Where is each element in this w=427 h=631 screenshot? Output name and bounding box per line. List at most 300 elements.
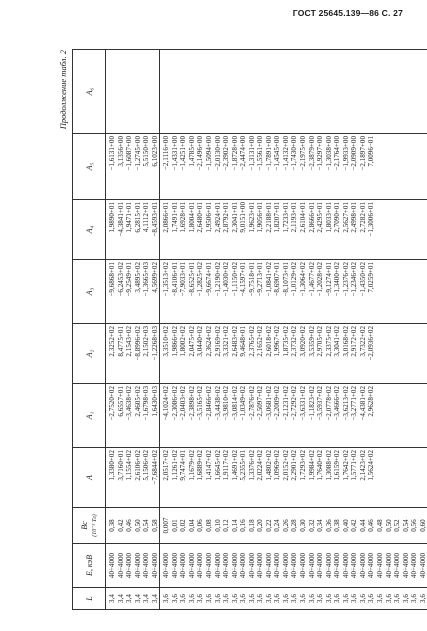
cell-value: 0,18: [247, 519, 256, 532]
cell-value: 1,9117+02: [222, 450, 231, 481]
cell-value: −2,4474+00: [239, 136, 248, 171]
cell-value: 3,6: [170, 594, 179, 603]
cell-value: −1,3400+02: [333, 262, 342, 297]
table-header-row: [73, 50, 106, 610]
cell-a5: [160, 134, 427, 200]
cell-value: 1,5771+02: [350, 450, 359, 481]
cell-value: [410, 450, 419, 505]
cell-value: 0,26: [281, 519, 290, 532]
cell-value: −2,3898+02: [187, 386, 196, 421]
cell-value: −7,6844+02: [150, 450, 159, 485]
cell-value: 40÷4000: [230, 552, 239, 579]
cell-value: [393, 450, 402, 505]
cell-value: −1,9933+00: [341, 136, 350, 171]
cell-value: 2,4605+02: [133, 386, 142, 417]
cell-value: −2,1897+00: [358, 136, 367, 171]
cell-value: [410, 136, 419, 197]
cell-value: [393, 136, 402, 197]
cell-a3: [160, 260, 427, 324]
cell-value: 0,32: [307, 519, 316, 532]
cell-value: 2,5627+01: [341, 202, 350, 233]
cell-value: 40÷4000: [341, 552, 350, 579]
cell-value: 3,6: [393, 594, 402, 603]
cell-value: 40÷4000: [162, 552, 171, 579]
cell-value: 3,4895+02: [133, 262, 142, 293]
cell-value: 40÷4000: [142, 552, 151, 579]
cell-value: 3,6: [384, 594, 393, 603]
cell-value: [410, 202, 419, 257]
cell-value: 3,6: [179, 594, 188, 603]
cell-value: −1,6131+00: [108, 136, 116, 171]
cell-value: 0,46: [125, 519, 134, 532]
cell-a: [106, 448, 160, 508]
cell-value: −2,3086+02: [170, 386, 179, 421]
cell-value: [385, 262, 394, 321]
cell-value: 1,4785+00: [187, 136, 196, 167]
cell-value: 2,3765+02: [247, 326, 256, 357]
cell-value: 40÷4000: [170, 552, 179, 579]
cell-value: −1,3131+00: [247, 136, 256, 171]
coefficients-table: [72, 49, 427, 610]
cell-value: 0,48: [375, 519, 384, 532]
cell-value: 2,1502+03: [142, 326, 151, 357]
cell-value: 3,4: [108, 594, 116, 603]
cell-value: 1,7491+01: [170, 202, 179, 233]
cell-value: 3,6: [350, 594, 359, 603]
cell-value: [410, 326, 419, 381]
cell-value: 3,6: [375, 594, 384, 603]
cell-value: 40÷4000: [384, 552, 393, 579]
table-caption: Продолжение табл. 2: [58, 50, 68, 130]
cell-value: −3,4438+02: [213, 386, 222, 421]
cell-value: 0,50: [384, 519, 393, 532]
cell-value: 5,2355+01: [239, 450, 248, 481]
cell-value: −9,2549+01: [125, 262, 134, 297]
cell-value: 1,4691+02: [230, 450, 239, 481]
cell-value: −1,2346+02: [350, 262, 359, 297]
cell-value: [419, 450, 427, 505]
cell-value: 3,0440+02: [196, 326, 205, 357]
cell-value: 0,24: [273, 519, 282, 532]
cell-value: 40÷4000: [299, 552, 308, 579]
cell-value: [419, 386, 427, 445]
cell-value: −8,6525+01: [187, 262, 196, 297]
cell-value: 1,4802+02: [264, 450, 273, 481]
cell-value: 3,1356+00: [116, 136, 125, 167]
col-header-e: E, кэВ: [73, 544, 106, 588]
cell-value: 5,1506+02: [142, 450, 151, 481]
cell-value: −1,3513+02: [162, 262, 171, 297]
cell-value: 3,6: [307, 594, 316, 603]
col-header-a4: A₄: [73, 200, 106, 260]
cell-value: 1,6159+02: [333, 450, 342, 481]
cell-value: 1,6645+02: [213, 450, 222, 481]
cell-value: −1,0349+02: [239, 386, 248, 421]
cell-value: 0,54: [401, 519, 410, 532]
cell-value: [376, 262, 385, 321]
cell-value: 0,007: [162, 517, 171, 534]
cell-value: 0,08: [205, 519, 214, 532]
cell-value: [134, 52, 143, 131]
cell-value: 0,02: [179, 519, 188, 532]
cell-value: −1,0129+02: [290, 262, 299, 297]
cell-value: 1,7293+02: [299, 450, 308, 481]
cell-value: −2,0778+02: [324, 386, 333, 421]
cell-value: 0,16: [239, 519, 248, 532]
cell-value: −4,1024+02: [162, 386, 171, 421]
cell-value: −2,0909+00: [350, 136, 359, 171]
cell-value: 0,14: [230, 519, 239, 532]
cell-value: 1,6928+01: [179, 202, 188, 233]
cell-value: 8,4775+01: [116, 326, 125, 357]
cell-value: 1,9056+01: [256, 202, 265, 233]
cell-value: 40÷4000: [247, 552, 256, 579]
cell-value: −2,1231+02: [281, 386, 290, 421]
cell-value: −1,1150+02: [230, 262, 239, 297]
cell-value: 40÷4000: [410, 552, 419, 579]
cell-value: 3,6: [187, 594, 196, 603]
col-header-a: A: [73, 448, 106, 508]
cell-value: 2,1543+02: [125, 326, 134, 357]
cell-value: 2,6480+01: [196, 202, 205, 233]
cell-value: 40÷4000: [116, 552, 125, 579]
cell-value: −1,6087+00: [125, 136, 134, 171]
col-header-a6: A₆: [73, 50, 106, 134]
cell-value: 2,1423+02: [358, 450, 367, 481]
cell-value: [376, 202, 385, 257]
cell-value: 3,6: [273, 594, 282, 603]
cell-value: −9,7518+01: [247, 262, 256, 297]
cell-value: 2,4295+01: [316, 202, 325, 233]
cell-value: 3,6: [299, 594, 308, 603]
cell-value: 1,9471+01: [125, 202, 134, 233]
cell-value: 0,52: [393, 519, 402, 532]
cell-value: 2,9169+02: [213, 326, 222, 357]
cell-value: 3,6: [324, 594, 333, 603]
cell-value: 3,6: [401, 594, 410, 603]
cell-value: −2,7876+02: [247, 386, 256, 421]
cell-value: −3,6331+02: [299, 386, 308, 421]
cell-value: [419, 136, 427, 197]
cell-value: 2,3041+01: [230, 202, 239, 233]
cell-value: [419, 326, 427, 381]
cell-value: −3,5937+02: [316, 386, 325, 421]
cell-value: 2,3624+02: [205, 326, 214, 357]
cell-value: 2,0517+02: [162, 450, 171, 481]
cell-value: 0,36: [324, 519, 333, 532]
cell-value: 3,6: [290, 594, 299, 603]
cell-value: −4,1597+01: [239, 262, 248, 297]
cell-value: −4,3841+01: [116, 202, 125, 237]
cell-value: 2,4924+01: [213, 202, 222, 233]
cell-value: 3,4: [125, 594, 134, 603]
cell-value: 2,0475+02: [187, 326, 196, 357]
cell-value: −3,2771+02: [350, 386, 359, 421]
cell-value: −6,2453+02: [116, 262, 125, 297]
cell-value: −2,1116+00: [162, 136, 171, 171]
cell-value: 7,0096−01: [367, 136, 376, 167]
cell-value: 3,5359+02: [307, 326, 316, 357]
cell-bc: [160, 508, 427, 544]
cell-value: 0,30: [299, 519, 308, 532]
cell-value: −4,4381+02: [358, 386, 367, 421]
cell-value: 40÷4000: [393, 552, 402, 579]
cell-value: 3,7160+01: [116, 450, 125, 481]
cell-value: 9,0151+00: [239, 202, 248, 233]
cell-value: 2,9172+02: [350, 326, 359, 357]
cell-value: −9,2713+01: [256, 262, 265, 297]
cell-value: 0,58: [150, 519, 159, 532]
cell-value: 0,38: [108, 519, 116, 532]
cell-value: 2,9705+02: [316, 326, 325, 357]
cell-value: −2,3879+00: [307, 136, 316, 171]
cell-value: 3,0168+02: [341, 326, 350, 357]
cell-value: [393, 326, 402, 381]
cell-value: 1,8002+02: [179, 326, 188, 357]
cell-value: −1,7891+00: [264, 136, 273, 171]
cell-value: −9,6674+01: [205, 262, 214, 297]
cell-value: [117, 52, 126, 131]
cell-value: 40÷4000: [264, 552, 273, 579]
cell-value: 3,6: [410, 594, 419, 603]
cell-value: 3,6: [222, 594, 231, 603]
cell-value: 1,8735+02: [281, 326, 290, 357]
cell-value: 1,1679+02: [187, 450, 196, 481]
cell-value: 3,6: [247, 594, 256, 603]
cell-value: [419, 262, 427, 321]
cell-value: 2,2188+01: [264, 202, 273, 233]
cell-value: 0,34: [316, 519, 325, 532]
col-header-a1: A₁: [73, 384, 106, 448]
col-header-bc-symbol: Bc: [80, 521, 89, 530]
cell-value: 40÷4000: [133, 552, 142, 579]
cell-value: −3,4666+02: [333, 386, 342, 421]
cell-value: 0,28: [290, 519, 299, 532]
cell-value: 2,6018+02: [264, 326, 273, 357]
cell-value: 0,04: [187, 519, 196, 532]
cell-value: −9,6868+01: [108, 262, 116, 297]
table-block-l34: [106, 50, 160, 610]
cell-value: [419, 202, 427, 257]
cell-e: [106, 544, 160, 588]
cell-value: 3,6: [281, 594, 290, 603]
cell-value: −1,8728+00: [230, 136, 239, 171]
cell-a: [160, 448, 427, 508]
cell-value: 40÷4000: [196, 552, 205, 579]
cell-value: 1,5624+02: [367, 450, 376, 481]
cell-value: 2,3375+02: [324, 326, 333, 357]
cell-value: 2,4998+01: [350, 202, 359, 233]
cell-value: −8,4593+01: [150, 202, 159, 237]
cell-value: 40÷4000: [375, 552, 384, 579]
cell-value: −2,0936+02: [367, 326, 376, 361]
cell-l: [106, 588, 160, 610]
cell-value: −1,3665+03: [142, 262, 151, 297]
cell-value: 40÷4000: [401, 552, 410, 579]
cell-a1: [160, 384, 427, 448]
cell-a6: [106, 50, 160, 134]
cell-value: 5,5150+00: [142, 136, 151, 167]
cell-value: −2,8466+02: [205, 386, 214, 421]
cell-value: 0,20: [256, 519, 265, 532]
cell-value: [402, 450, 411, 505]
cell-value: 40÷4000: [307, 552, 316, 579]
cell-value: 2,1652+02: [256, 326, 265, 357]
cell-value: −2,7292+02: [290, 386, 299, 421]
cell-value: 3,6: [196, 594, 205, 603]
cell-value: 0,56: [410, 519, 419, 532]
cell-value: 3,4: [116, 594, 125, 603]
cell-e: [160, 544, 427, 588]
cell-value: 2,0224+02: [256, 450, 265, 481]
cell-value: 3,6: [230, 594, 239, 603]
cell-value: [402, 386, 411, 445]
col-header-a3: A₃: [73, 260, 106, 324]
cell-value: 6,1023+00: [150, 136, 159, 167]
cell-value: 40÷4000: [418, 552, 427, 579]
cell-value: 40÷4000: [281, 552, 290, 579]
cell-value: [376, 326, 385, 381]
cell-value: 2,7090+01: [333, 202, 342, 233]
cell-value: 1,0969+02: [273, 450, 282, 481]
cell-value: 40÷4000: [205, 552, 214, 579]
cell-value: 1,1554+02: [125, 450, 134, 481]
cell-value: 1,9623+01: [247, 202, 256, 233]
cell-value: 2,0866+01: [162, 202, 171, 233]
cell-value: 4,5699+02: [150, 262, 159, 293]
cell-value: 3,0920+02: [299, 326, 308, 357]
table-block-l36: [160, 50, 427, 610]
cell-value: [376, 136, 385, 197]
cell-value: [151, 52, 160, 131]
cell-value: 40÷4000: [316, 552, 325, 579]
col-header-a2: A₂: [73, 324, 106, 384]
cell-value: 2,2901+02: [290, 450, 299, 481]
cell-value: 2,0152+02: [281, 450, 290, 481]
cell-value: 40÷4000: [273, 552, 282, 579]
cell-value: 0,46: [367, 519, 376, 532]
cell-value: −9,1274+01: [324, 262, 333, 297]
cell-value: 2,8666+01: [307, 202, 316, 233]
cell-a4: [106, 200, 160, 260]
cell-value: 7,0259+01: [367, 262, 376, 293]
cell-value: 1,9866+02: [170, 326, 179, 357]
cell-value: −1,7430+00: [290, 136, 299, 171]
cell-value: −3,9810+02: [222, 386, 231, 421]
cell-a6: [160, 50, 427, 134]
cell-value: 0,06: [196, 519, 205, 532]
cell-value: 3,6: [256, 594, 265, 603]
cell-value: [402, 136, 411, 197]
cell-value: 40÷4000: [324, 552, 333, 579]
cell-value: 40÷4000: [290, 552, 299, 579]
cell-value: −2,1496+00: [196, 136, 205, 171]
cell-value: 3,4: [150, 594, 159, 603]
cell-value: −2,3902+00: [222, 136, 231, 171]
cell-value: [385, 136, 394, 197]
cell-value: 1,6889+02: [196, 450, 205, 481]
cell-value: 3,6: [358, 594, 367, 603]
cell-value: −1,2825+02: [196, 262, 205, 297]
cell-value: −2,2009+02: [273, 386, 282, 421]
cell-value: −1,4251+00: [179, 136, 188, 171]
cell-value: 1,8207+01: [273, 202, 282, 233]
cell-value: 6,6557+01: [116, 386, 125, 417]
cell-value: 1,8033+01: [324, 202, 333, 233]
cell-value: −1,5561+00: [256, 136, 265, 171]
cell-value: 40÷4000: [179, 552, 188, 579]
col-header-a5: A₅: [73, 134, 106, 200]
cell-value: 1,6430+03: [150, 386, 159, 417]
cell-value: [142, 52, 151, 131]
cell-value: [376, 450, 385, 505]
cell-value: −1,2376+02: [341, 262, 350, 297]
cell-value: [385, 386, 394, 445]
cell-value: 40÷4000: [239, 552, 248, 579]
cell-value: −1,9297+00: [316, 136, 325, 171]
cell-value: −1,4132+00: [281, 136, 290, 171]
cell-value: −1,5094+00: [205, 136, 214, 171]
cell-value: 0,54: [142, 519, 151, 532]
cell-value: [385, 450, 394, 505]
col-header-l: L: [73, 588, 106, 610]
cell-value: −1,6798+03: [142, 386, 151, 421]
cell-value: −3,0814+02: [230, 386, 239, 421]
cell-value: 3,3321+02: [222, 326, 231, 357]
cell-value: −1,1823+02: [307, 386, 316, 421]
cell-value: [410, 386, 419, 445]
cell-value: 2,1193+01: [290, 202, 299, 233]
col-header-bc-unit: (10⁻⁵ Тл): [92, 514, 98, 537]
cell-value: 1,7640+02: [316, 450, 325, 481]
cell-value: −8,8996+02: [133, 326, 142, 361]
cell-value: 1,1261+02: [170, 450, 179, 481]
cell-value: 0,10: [213, 519, 222, 532]
cell-value: 3,6: [213, 594, 222, 603]
rotated-table-container: [58, 50, 427, 610]
cell-value: −8,1073+01: [281, 262, 290, 297]
cell-value: [393, 202, 402, 257]
cell-value: [402, 262, 411, 321]
cell-value: −1,4545+00: [273, 136, 282, 171]
cell-value: 1,8004+01: [187, 202, 196, 233]
cell-a4: [160, 200, 427, 260]
cell-a3: [106, 260, 160, 324]
cell-value: [125, 52, 134, 131]
cell-value: 0,50: [133, 519, 142, 532]
cell-value: −1,2190+02: [213, 262, 222, 297]
cell-value: [402, 202, 411, 257]
cell-value: −1,4350+02: [358, 262, 367, 297]
cell-value: 0,12: [222, 519, 231, 532]
cell-value: −2,7520+02: [108, 386, 116, 421]
cell-value: 2,6483+02: [230, 326, 239, 357]
cell-value: [108, 52, 117, 131]
cell-value: 40÷4000: [333, 552, 342, 579]
cell-value: 2,9628+02: [367, 386, 376, 417]
cell-value: −1,4677+02: [307, 262, 316, 297]
cell-value: [393, 262, 402, 321]
cell-value: 1,7642+02: [341, 450, 350, 481]
cell-value: 1,3380+02: [108, 450, 116, 481]
cell-value: −1,3038+00: [324, 136, 333, 171]
cell-value: 3,7322+02: [358, 326, 367, 357]
cell-value: 6,2815+01: [133, 202, 142, 233]
cell-value: 1,3376+02: [247, 450, 256, 481]
cell-value: −3,4638+02: [125, 386, 134, 421]
cell-value: 0,40: [341, 519, 350, 532]
cell-value: 2,6106+02: [133, 450, 142, 481]
